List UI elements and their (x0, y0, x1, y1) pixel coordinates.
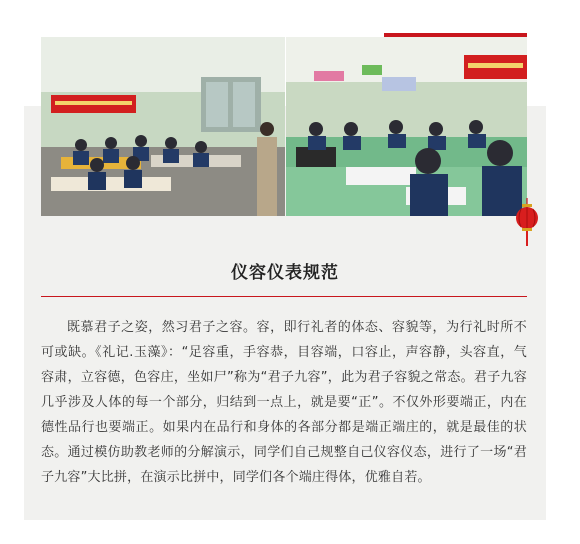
classroom-photo-right (286, 37, 527, 216)
section-heading: 仪容仪表规范 (231, 263, 339, 283)
classroom-photo-left (41, 37, 285, 216)
article-paragraph: 既慕君子之姿，然习君子之容。容，即行礼者的体态、容貌等，为行礼时所不可或缺。《礼记.玉藻》：“足容重，手容恭，目容端，口容止，声容静，头容直，气容肃，立容德，色容庄，坐如尸”称为“君子九容”，此为君子容貌之常态。君子九容几乎涉及人体的每一个部分，归结到一点上，就是要“正”。不仅外形要端正，内在德性品行也要端正。如果内在品行和身体的各部分都是端正端庄的，就是最佳的状态。通过模仿助教老师的分解演示，同学们自己规整自己仪容仪态，进行了一场“君子九容”大比拼，在演示比拼中，同学们各个端庄得体，优雅自若。 (41, 320, 527, 485)
red-lantern-icon (512, 198, 542, 248)
heading-divider (41, 296, 527, 297)
